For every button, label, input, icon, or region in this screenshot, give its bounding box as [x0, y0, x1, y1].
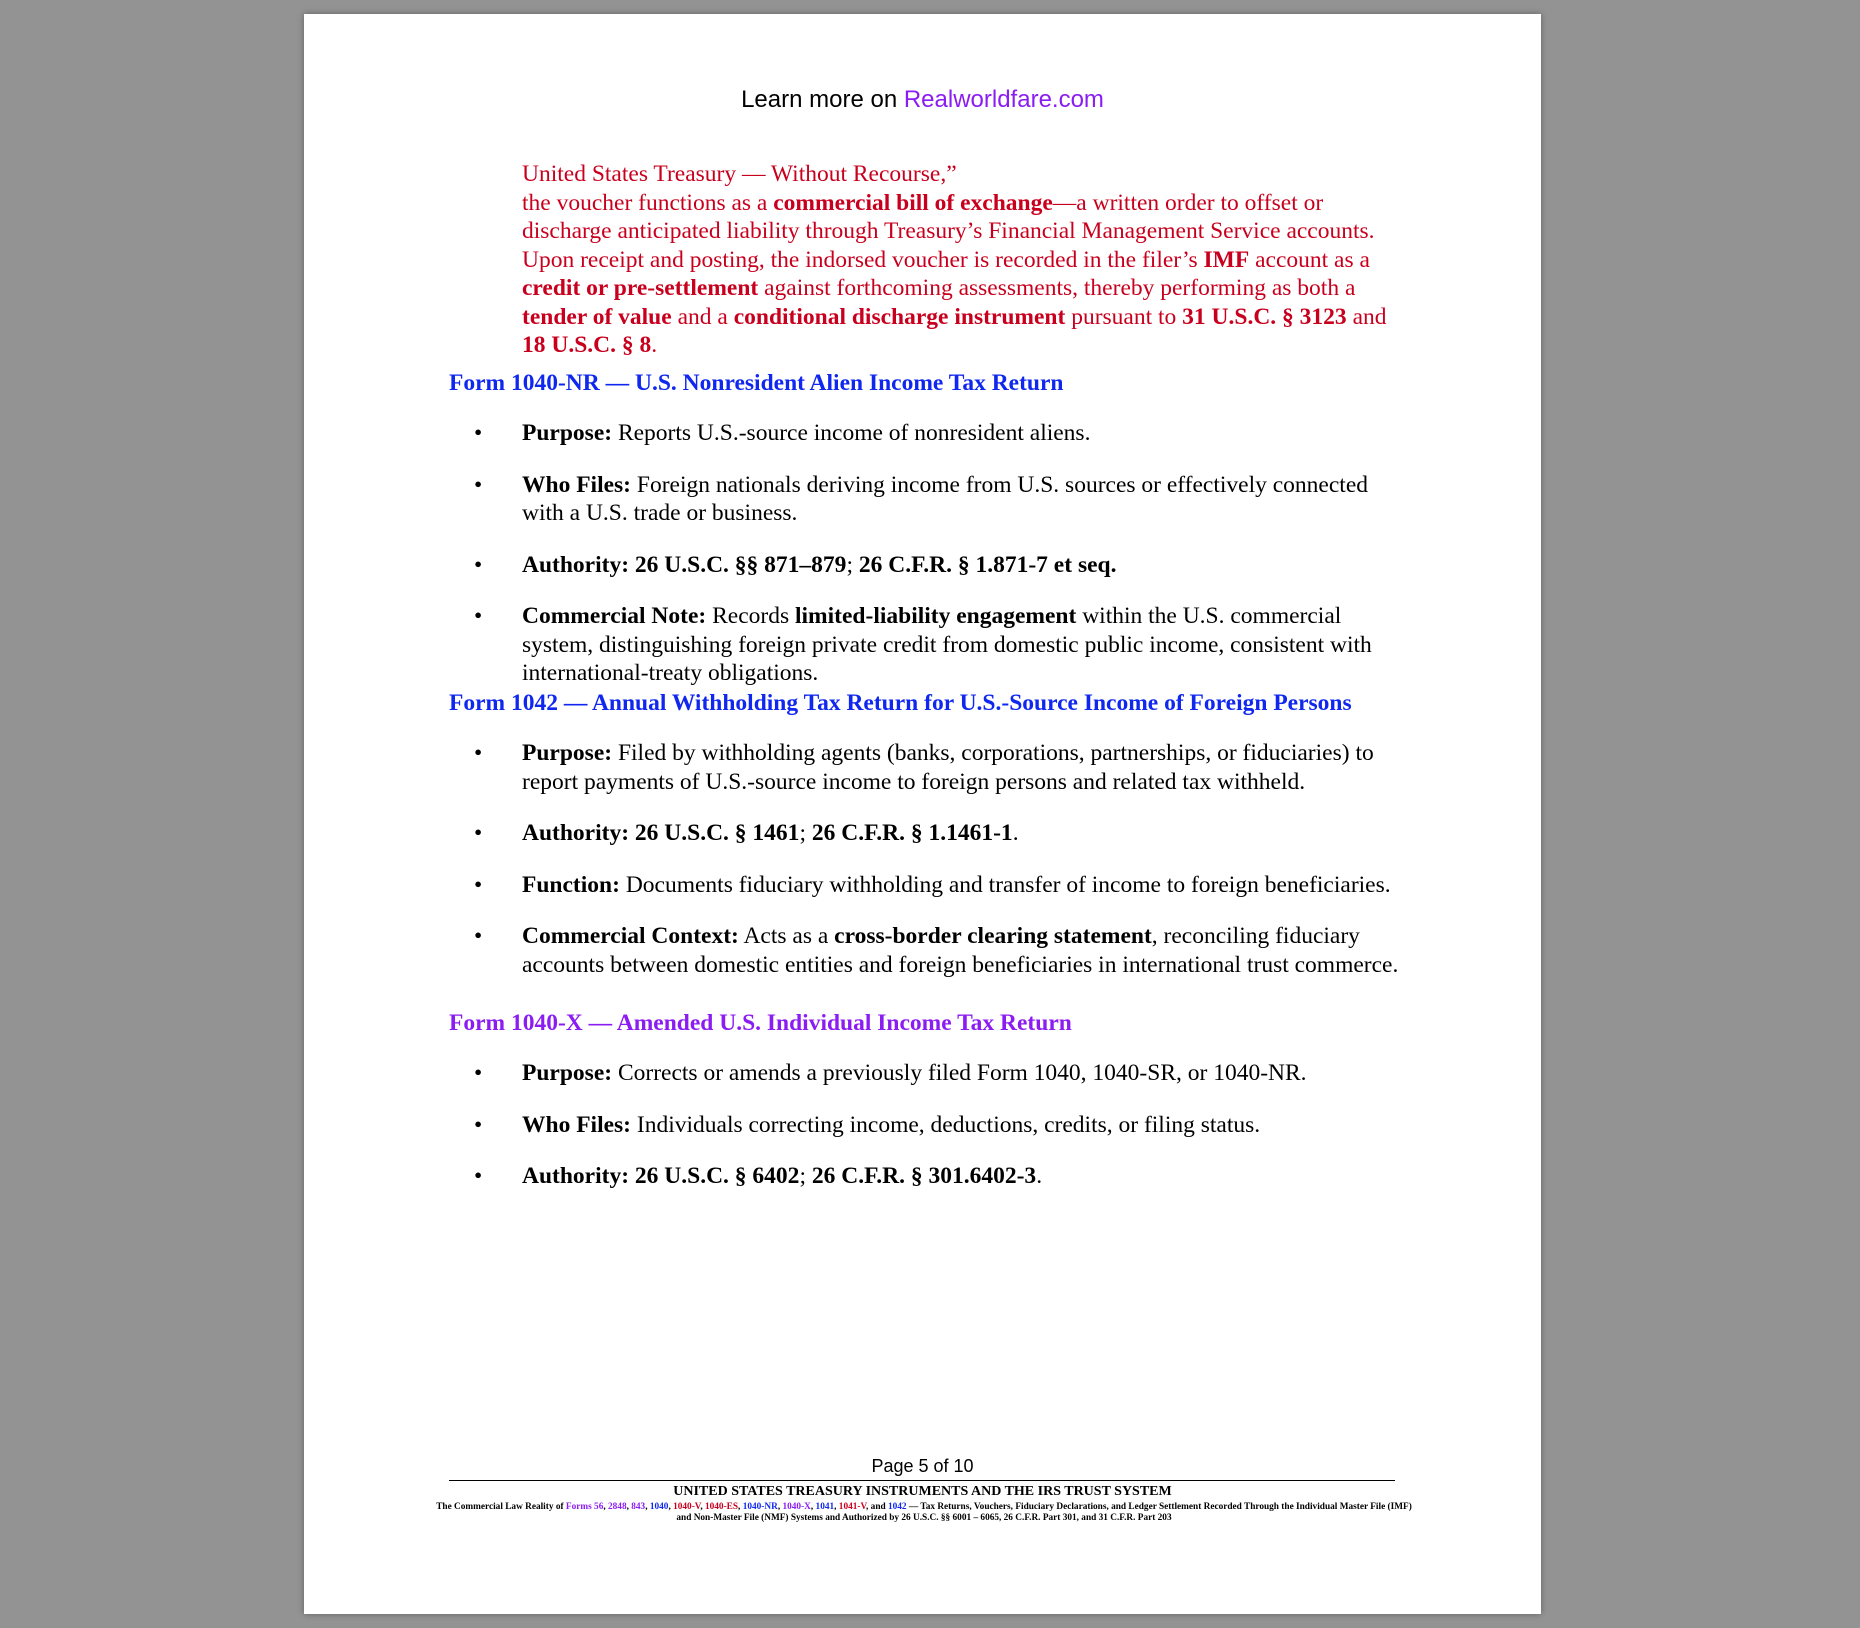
bullet-label: Purpose: [522, 1060, 613, 1086]
bold-run: conditional discharge instrument [733, 303, 1066, 330]
text-run: , [645, 1502, 650, 1512]
bullet-text: ; [799, 1163, 812, 1189]
text-run: , [777, 1502, 783, 1512]
page-number: Page 5 of 10 [871, 1456, 974, 1476]
form-ref: 843 [631, 1502, 646, 1512]
text-run: pursuant to [1065, 303, 1183, 330]
text-run: , [626, 1502, 632, 1512]
form-ref: 2848 [608, 1502, 627, 1512]
bullet-label: Who Files: [522, 1111, 632, 1138]
bullet-bold: limited-liability engagement [795, 603, 1077, 629]
bullet-text: within the U.S. commercial system, distinguishing foreign private credit from domestic public income, consistent with international-treaty obligations. [522, 603, 1372, 686]
header-prefix: Learn more on [741, 86, 904, 113]
text-run: , and [866, 1502, 888, 1512]
bullet-icon: • [474, 471, 483, 498]
list-item [449, 1111, 1409, 1140]
red-paragraph-block [522, 160, 1402, 360]
red-paragraph-2 [522, 189, 1402, 246]
section-title-1040x: Form 1040-X — Amended U.S. Individual Income Tax Return [449, 1010, 1072, 1036]
list-item [449, 1162, 1409, 1191]
form-ref: 1041 [815, 1502, 835, 1512]
form-ref: 1040 [649, 1502, 669, 1512]
bullet-icon: • [474, 871, 483, 898]
bullet-text: ; [799, 820, 812, 846]
form-ref: 1040-V [673, 1502, 701, 1512]
bullet-text: , reconciling fiduciary accounts between domestic entities and foreign beneficiaries in international trust commerce. [522, 923, 1399, 978]
bullet-label: Commercial Note: [522, 603, 707, 629]
bullet-icon: • [474, 923, 483, 949]
header-link[interactable]: Realworldfare.com [903, 86, 1104, 113]
bullet-text: Individuals correcting income, deductions, credits, or filing status. [631, 1111, 1261, 1138]
bullet-icon: • [474, 1060, 483, 1086]
list-item [449, 551, 1409, 580]
text-run: , [700, 1502, 705, 1512]
bullet-text: Records [706, 603, 795, 629]
footer-divider [449, 1480, 1395, 1481]
list-item [449, 1059, 1409, 1088]
bullet-text: Corrects or amends a previously filed Form 1040, 1040-SR, or 1040-NR. [612, 1060, 1307, 1086]
bullet-icon: • [474, 1163, 483, 1189]
text-run: Upon receipt and posting, the indorsed voucher is recorded in the filer’s [522, 246, 1204, 273]
bold-run: IMF [1203, 246, 1250, 273]
text-run: , [810, 1502, 816, 1512]
text-run: , [834, 1502, 839, 1512]
bullet-text: Filed by withholding agents (banks, corporations, partnerships, or fiduciaries) to report payments of U.S.-source income to foreign persons and related tax withheld. [522, 740, 1374, 795]
bullet-label: Purpose: [522, 740, 613, 766]
bold-run: tender of value [522, 303, 672, 330]
text-run: against forthcoming assessments, thereby performing as both a [758, 275, 1356, 301]
form-ref: 1040-NR [742, 1502, 778, 1512]
bullet-label: Function: [522, 871, 620, 898]
section-title-1042: Form 1042 — Annual Withholding Tax Return for U.S.-Source Income of Foreign Persons [449, 690, 1352, 716]
bullet-text: Reports U.S.-source income of nonresident aliens. [612, 420, 1091, 446]
section-title-1040nr: Form 1040-NR — U.S. Nonresident Alien Income Tax Return [449, 370, 1064, 396]
form-ref: 1040-ES [704, 1502, 739, 1512]
bullet-label: Authority: 26 U.S.C. § 1461 [522, 820, 800, 846]
text-run: the voucher functions as a [522, 189, 774, 216]
text-run: , [668, 1502, 674, 1512]
bullet-icon: • [474, 740, 483, 766]
bullet-icon: • [474, 820, 483, 846]
footer-subtitle [434, 1502, 1414, 1524]
bold-run: credit or pre-settlement [522, 275, 759, 301]
text-run: , [738, 1502, 743, 1512]
page-header [304, 86, 1541, 114]
list-item [449, 739, 1409, 796]
bullet-ref: 26 C.F.R. § 1.871-7 et seq. [858, 551, 1117, 578]
bullet-label: Commercial Context: [522, 923, 739, 949]
bullet-icon: • [474, 1111, 483, 1138]
bullet-list-1040x [449, 1059, 1409, 1214]
bullet-text: Documents fiduciary withholding and transfer of income to foreign beneficiaries. [619, 871, 1391, 898]
red-paragraph-3 [522, 246, 1402, 360]
form-ref: 1041-V [838, 1502, 867, 1512]
bold-run: 31 U.S.C. § 3123 [1182, 303, 1347, 330]
red-line-1: United States Treasury — Without Recourse,” [522, 161, 957, 187]
bullet-text: Foreign nationals deriving income from U.S. sources or effectively connected with a U.S. trade or business. [522, 471, 1369, 526]
bullet-label: Authority: 26 U.S.C. §§ 871–879 [522, 551, 847, 578]
form-ref: Forms 56 [565, 1502, 604, 1512]
text-run: , [603, 1502, 608, 1512]
bullet-label: Authority: 26 U.S.C. § 6402 [522, 1163, 800, 1189]
list-item [449, 419, 1409, 448]
bullet-text: . [1036, 1163, 1043, 1189]
text-run: and [1346, 303, 1387, 330]
text-run: The Commercial Law Reality of [436, 1502, 566, 1512]
bullet-label: Who Files: [522, 471, 632, 498]
bold-run: 18 U.S.C. § 8 [522, 332, 652, 358]
document-page [304, 14, 1541, 1614]
bold-run: commercial bill of exchange [773, 189, 1053, 216]
footer-title: UNITED STATES TREASURY INSTRUMENTS AND THE IRS TRUST SYSTEM [673, 1484, 1172, 1499]
form-ref: 1042 [887, 1502, 907, 1512]
bullet-text: ; [846, 551, 859, 578]
bullet-text: Acts as a [738, 923, 835, 949]
list-item [449, 602, 1409, 688]
text-run: —a written order to offset or discharge anticipated liability through Treasury’s Financial Management Service accounts. [522, 189, 1375, 244]
text-run: and a [671, 303, 734, 330]
list-item [449, 819, 1409, 848]
bullet-ref: 26 C.F.R. § 301.6402-3 [811, 1163, 1037, 1189]
bullet-icon: • [474, 551, 483, 578]
bullet-list-1042 [449, 739, 1409, 1002]
bullet-ref: 26 C.F.R. § 1.1461-1 [811, 820, 1013, 846]
text-run: . [651, 332, 658, 358]
bullet-list-1040nr [449, 419, 1409, 711]
list-item [449, 471, 1409, 528]
bullet-icon: • [474, 603, 483, 629]
form-ref: 1040-X [782, 1502, 811, 1512]
bullet-bold: cross-border clearing statement [834, 923, 1152, 949]
bullet-text: . [1012, 820, 1019, 846]
list-item [449, 871, 1409, 900]
text-run: account as a [1249, 246, 1370, 273]
list-item [449, 922, 1409, 979]
bullet-label: Purpose: [522, 420, 613, 446]
text-run: — Tax Returns, Vouchers, Fiduciary Declarations, and Ledger Settlement Recorded Through the Individual Master File (IMF) and Non-Master File (NMF) Systems and Authorized by 26 U.S.C. §§ 6001 – 6065, 26 C.F.R. Part 301, and 31 C.F.R. Part 203 [676, 1502, 1412, 1523]
bullet-icon: • [474, 420, 483, 446]
